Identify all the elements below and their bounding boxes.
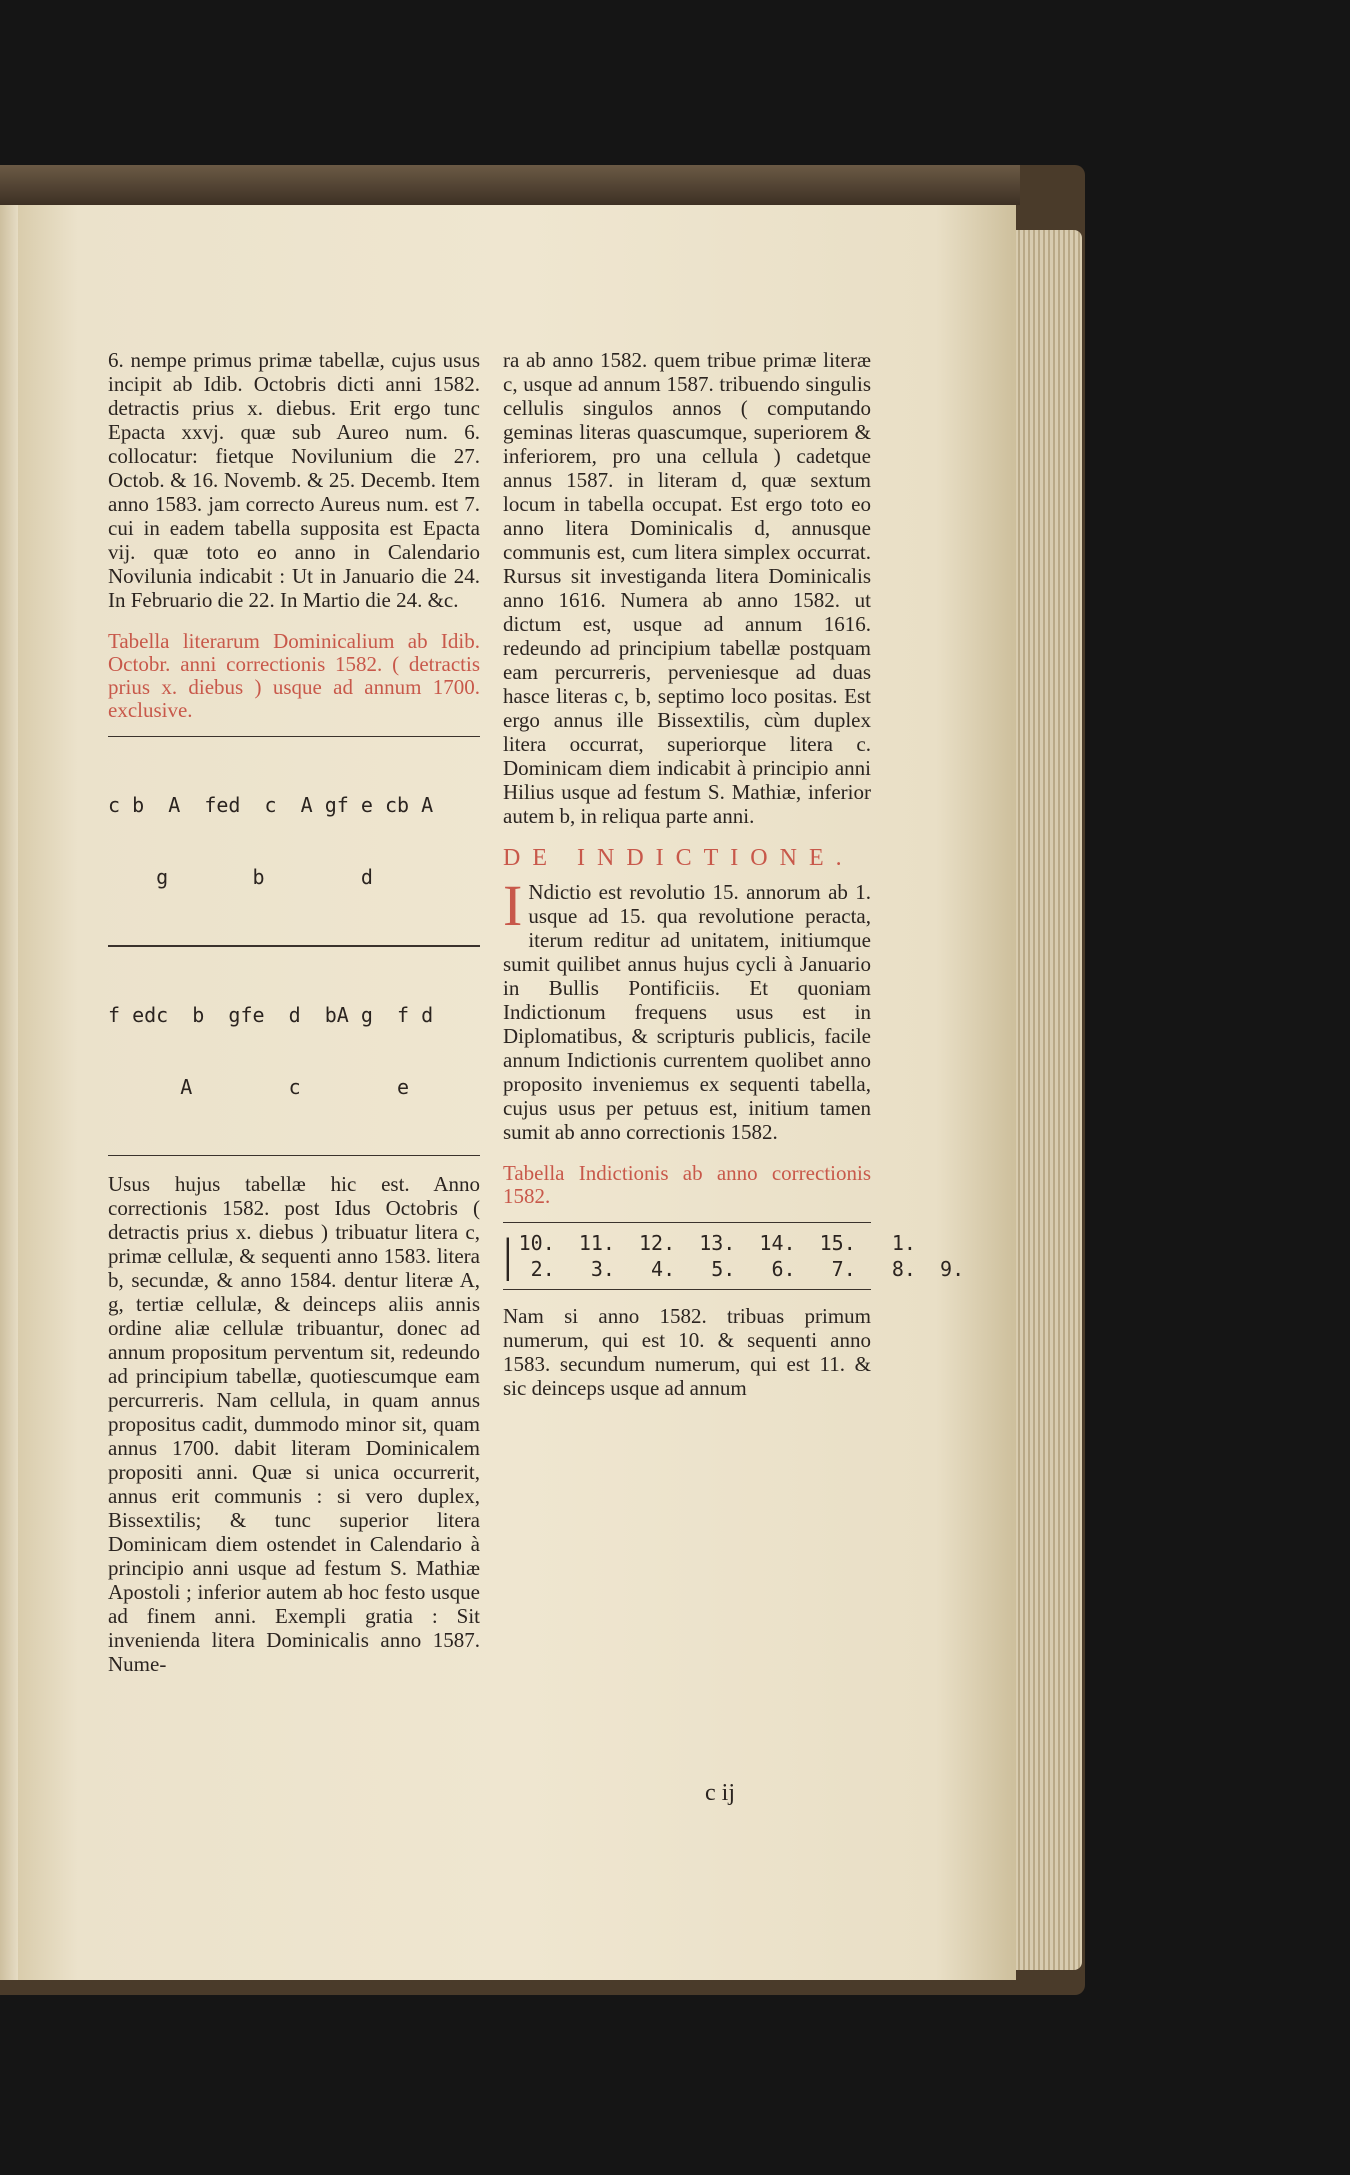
right-paragraph-3: Nam si anno 1582. tribuas primum numerum, qui est 10. & sequenti anno 1583. secundum numerum, qui est 11. & sic deinceps usque ad annum — [503, 1304, 871, 1400]
table-row: 10. 11. 12. 13. 14. 15. 1. — [518, 1231, 916, 1255]
section-heading: DE INDICTIONE. — [503, 845, 854, 871]
rule — [503, 1222, 871, 1223]
table-row: c b A fed c A gf e cb A — [108, 793, 434, 817]
indiction-table — [503, 1229, 965, 1282]
dominical-letters-table — [108, 745, 480, 1147]
table-row: g b d — [108, 865, 373, 889]
rule — [503, 1289, 871, 1290]
rule — [108, 945, 480, 947]
book-spine-edge — [0, 165, 1020, 205]
right-paragraph-1: ra ab anno 1582. quem tribue primæ literæ c, usque ad annum 1587. tribuendo singulis cellulis singulos annos ( computando geminas literas quascumque, superiorem & inferiorem, pro una cellula ) cadetque annus 1587. in literam d, quæ sextum locum in tabella occupat. Est ergo toto eo anno litera Dominicalis d, annusque communis est, cum litera simplex occurrat. Rursus sit investiganda litera Dominicalis anno 1616. Numera ab anno 1582. ut dictum est, usque ad annum 1616. redeundo ad principium tabellæ postquam eam percurreris, perveniesque ad duas hasce literas c, b, septimo loco positas. Est ergo annus ille Bissextilis, cùm duplex litera occurrat, superiorque litera c. Dominicam diem indicabit à principio anni Hilius usque ad festum S. Mathiæ, inferior autem b, in reliqua parte anni. — [503, 348, 871, 828]
indiction-table-caption: Tabella Indictionis ab anno correctionis 1582. — [503, 1161, 871, 1208]
dominical-table-caption: Tabella literarum Dominicalium ab Idib. Octobr. anni correctionis 1582. ( detractis prius x. diebus ) usque ad annum 1700. exclusive. — [108, 629, 480, 722]
signature-mark: c ij — [705, 1780, 735, 1806]
left-column — [108, 348, 480, 1676]
right-column — [503, 348, 965, 1400]
left-paragraph-2: Usus hujus tabellæ hic est. Anno correctionis 1582. post Idus Octobris ( detractis prius x. diebus ) tribuatur litera c, primæ cellulæ, & sequenti anno 1583. litera b, secundæ, & anno 1584. dentur literæ A, g, tertiæ cellulæ, & deinceps aliis annis ordine aliæ cellulæ tribuantur, donec ad annum propositum perventum sit, redeundo ad principium tabellæ, quotiescumque eam percurreris. Nam cellula, in quam annus propositus cadit, dummodo minor sit, quam annus 1700. dabit literam Dominicalem propositi anni. Quæ si unica occurrerit, annus erit communis : si vero duplex, Bissextilis; & tunc superior litera Dominicam diem ostendet in Calendario à principio anni usque ad festum S. Mathiæ Apostoli ; inferior autem ab hoc festo usque ad finem anni. Exempli gratia : Sit invenienda litera Dominicalis anno 1587. Nume- — [108, 1172, 480, 1676]
indiction-text: Ndictio est revolutio 15. annorum ab 1. usque ad 15. qua revolutione peracta, iterum reditur ad unitatem, initiumque sumit quilibet annus hujus cycli à Januario in Bullis Pontificiis. Et quoniam Indictionum frequens usus est in Diplomatibus, & scripturis publicis, facile annum Indictionis currentem quolibet anno proposito inveniemus ex sequenti tabella, cujus usus per petuus est, initium tamen sumit ab anno correctionis 1582. — [503, 880, 871, 1144]
table-row: f edc b gfe d bA g f d — [108, 1003, 434, 1027]
table-bracket: | — [503, 1229, 513, 1282]
rule — [108, 736, 480, 737]
table-row: 2. 3. 4. 5. 6. 7. 8. 9. — [518, 1257, 965, 1281]
page-stack-edge — [1010, 230, 1082, 1970]
facing-page-edge — [0, 205, 18, 1980]
right-paragraph-2 — [503, 873, 871, 1144]
rule — [108, 1155, 480, 1156]
drop-cap: I — [503, 873, 523, 938]
left-paragraph-1: 6. nempe primus primæ tabellæ, cujus usus incipit ab Idib. Octobris dicti anni 1582. detractis prius x. diebus. Erit ergo tunc Epacta xxvj. quæ sub Aureo num. 6. collocatur: fietque Novilunium die 27. Octob. & 16. Novemb. & 25. Decemb. Item anno 1583. jam correcto Aureus num. est 7. cui in eadem tabella supposita est Epacta vij. quæ toto eo anno in Calendario Novilunia indicabit : Ut in Januario die 24. In Februario die 22. In Martio die 24. &c. — [108, 348, 480, 612]
table-row: A c e — [108, 1075, 410, 1099]
